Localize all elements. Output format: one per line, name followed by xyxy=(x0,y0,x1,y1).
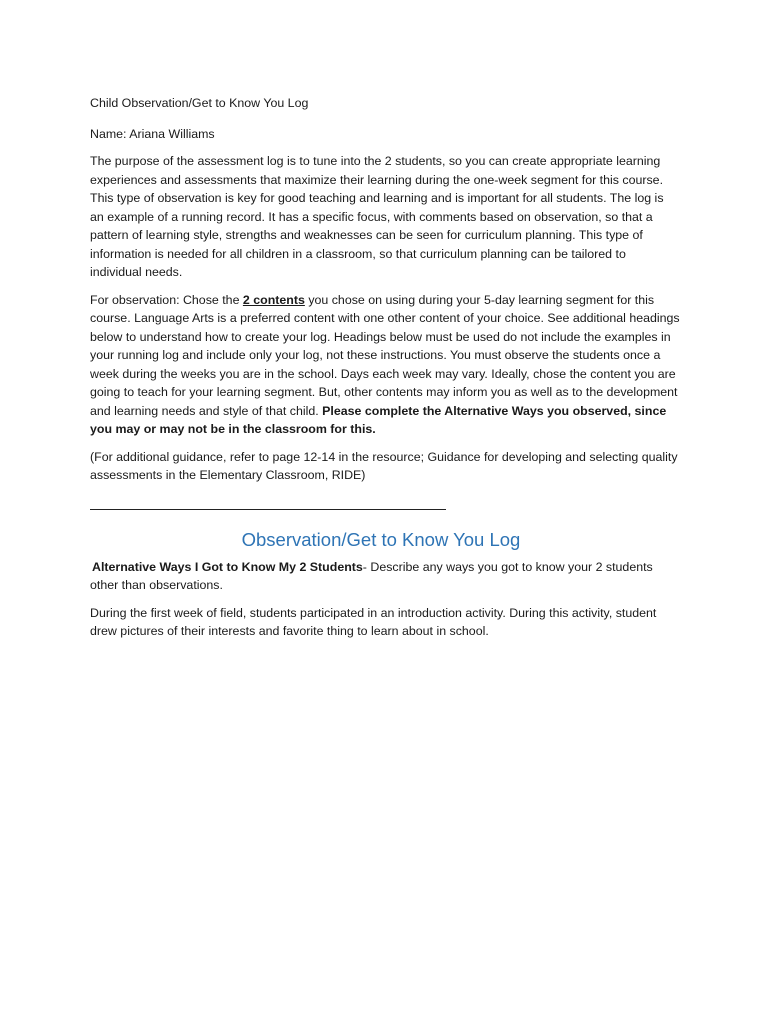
alternative-ways-block xyxy=(90,558,680,595)
response-paragraph: During the first week of field, students participated in an introduction activity. During this activity, student drew pictures of their interests and favorite thing to learn about in school. xyxy=(90,605,657,638)
section-heading: Observation/Get to Know You Log xyxy=(241,528,521,550)
observation-lead-text: For observation: Chose the xyxy=(90,292,243,307)
horizontal-rule xyxy=(90,509,446,510)
purpose-paragraph: The purpose of the assessment log is to tune into the 2 students, so you can create appropriate learning experiences and assessments that maximize their learning during the one-week segment for this course. This type of observation is key for good teaching and learning and is important for all students. The log is an example of a running record. It has a specific focus, with comments based on observation, so that a pattern of learning style, strengths and weaknesses can be seen for curriculum planning. This type of information is needed for all children in a classroom, so that curriculum planning can be tailored to individual needs. xyxy=(90,154,664,279)
document-title: Child Observation/Get to Know You Log xyxy=(90,96,309,110)
guidance-paragraph: (For additional guidance, refer to page 12-14 in the resource; Guidance for developing and selecting quality assessments in the Elementary Classroom, RIDE) xyxy=(90,449,678,482)
two-contents-emphasis: 2 contents xyxy=(242,292,305,307)
document-page xyxy=(90,94,680,650)
student-name-line: Name: Ariana Williams xyxy=(90,126,215,141)
observation-body-text: you chose on using during your 5-day learning segment for this course. Language Arts is a preferred content with one other content of your choice. See additional headings below to understand how to create your log. Headings below must be used do not include the examples in your running log and include only your log, not these instructions. You must observe the students once a week during the weeks you are in the school. Days each week may vary. Ideally, chose the content you are going to teach for your learning segment. But, other contents may inform you as well as to the development and learning needs and style of that child. xyxy=(90,292,680,418)
observation-instructions-paragraph xyxy=(90,291,680,439)
alternative-ways-instruction: Please complete the Alternative Ways you observed, since you may or may not be in the classroom for this. xyxy=(90,403,667,436)
alternative-ways-description: - Describe any ways you got to know your 2 students other than observations. xyxy=(90,559,653,592)
alternative-ways-heading: Alternative Ways I Got to Know My 2 Students xyxy=(92,559,363,574)
